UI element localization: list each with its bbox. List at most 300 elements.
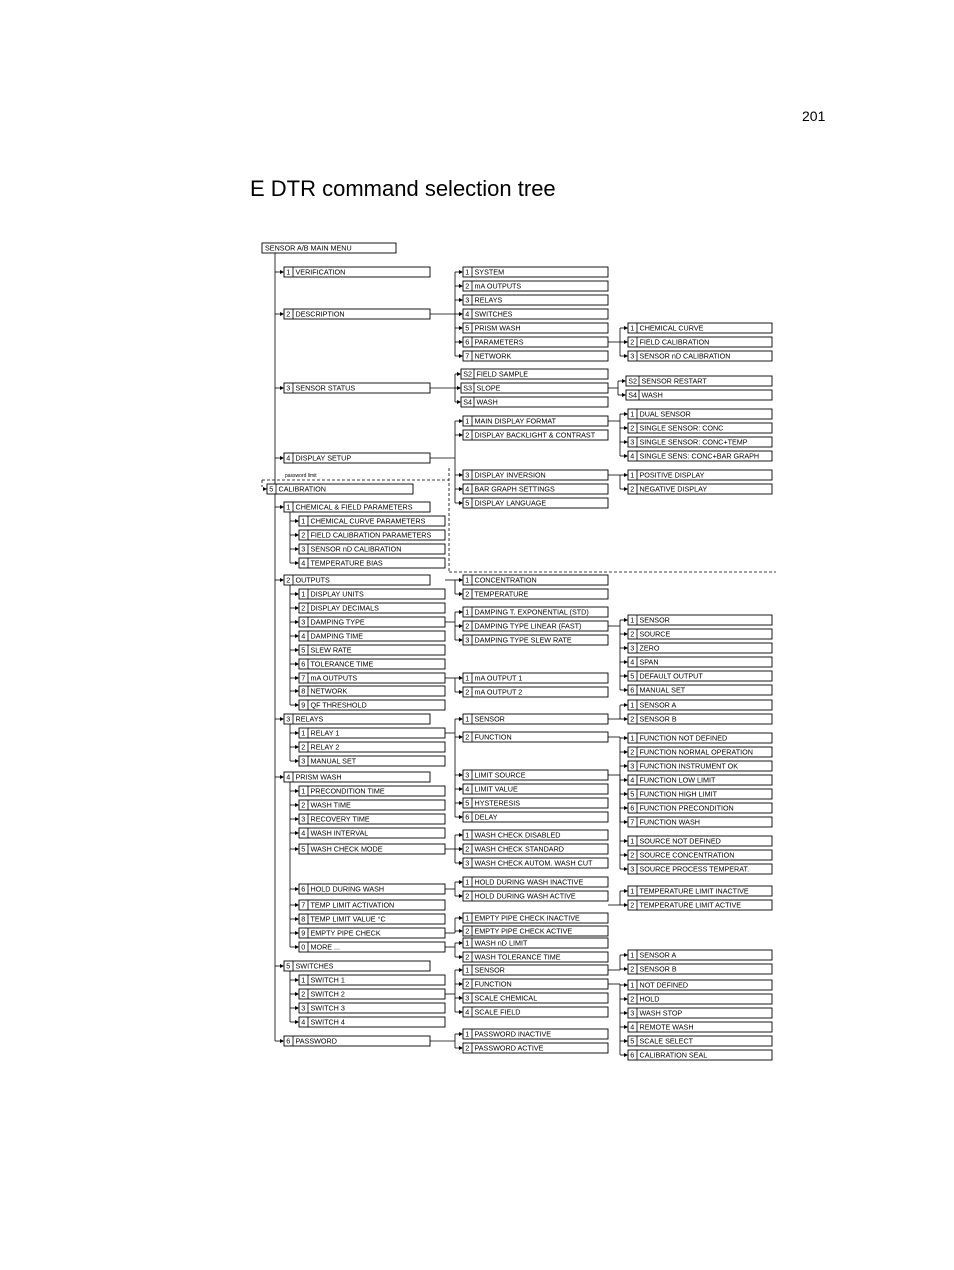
tree-node-label: PASSWORD ACTIVE bbox=[474, 1043, 544, 1053]
tree-node-number: 1 bbox=[630, 323, 635, 333]
tree-node-label: SOURCE CONCENTRATION bbox=[639, 850, 735, 860]
tree-node-label: BAR GRAPH SETTINGS bbox=[474, 484, 555, 494]
tree-node-label: FIELD CALIBRATION bbox=[639, 337, 710, 347]
tree-node-label: FUNCTION HIGH LIMIT bbox=[639, 789, 717, 799]
tree-arrow bbox=[295, 931, 299, 935]
tree-node-label: HOLD DURING WASH bbox=[310, 884, 385, 894]
tree-node-number: 3 bbox=[630, 437, 635, 447]
tree-node-label: SCALE SELECT bbox=[639, 1036, 694, 1046]
tree-root-label: SENSOR A/B MAIN MENU bbox=[265, 243, 352, 253]
tree-arrow bbox=[624, 903, 628, 907]
tree-node-number: 7 bbox=[465, 351, 470, 361]
tree-node-number: 3 bbox=[630, 351, 635, 361]
tree-arrow bbox=[624, 674, 628, 678]
tree-node bbox=[295, 516, 445, 526]
tree-node bbox=[624, 994, 772, 1004]
tree-node bbox=[624, 817, 772, 827]
tree-node-number: 6 bbox=[630, 803, 635, 813]
tree-node-number: 2 bbox=[630, 714, 635, 724]
tree-node bbox=[280, 575, 430, 585]
tree-node bbox=[295, 728, 445, 738]
tree-arrow bbox=[280, 312, 284, 316]
tree-node bbox=[624, 437, 772, 447]
tree-arrow bbox=[624, 953, 628, 957]
tree-node bbox=[295, 800, 445, 810]
tree-node bbox=[295, 544, 445, 554]
tree-node bbox=[280, 772, 430, 782]
tree-arrow bbox=[624, 792, 628, 796]
tree-node-label: EMPTY PIPE CHECK ACTIVE bbox=[474, 926, 573, 936]
tree-arrow bbox=[624, 412, 628, 416]
tree-node bbox=[459, 812, 608, 822]
tree-arrow bbox=[624, 983, 628, 987]
tree-node-number: 2 bbox=[301, 742, 306, 752]
tree-node-label: DESCRIPTION bbox=[295, 309, 345, 319]
tree-arrow bbox=[622, 393, 626, 397]
tree-node-number: 2 bbox=[630, 629, 635, 639]
tree-node bbox=[295, 786, 445, 796]
tree-arrow bbox=[295, 519, 299, 523]
tree-node-number: 5 bbox=[630, 1036, 635, 1046]
tree-node bbox=[295, 1017, 445, 1027]
tree-node bbox=[624, 900, 772, 910]
tree-node bbox=[459, 267, 608, 277]
tree-arrow bbox=[459, 690, 463, 694]
tree-node-number: 5 bbox=[286, 961, 291, 971]
tree-arrow bbox=[624, 1039, 628, 1043]
tree-node-number: 2 bbox=[630, 747, 635, 757]
tree-node-number: 4 bbox=[286, 453, 291, 463]
tree-node bbox=[295, 989, 445, 999]
tree-node bbox=[624, 451, 772, 461]
tree-node-label: SINGLE SENSOR: CONC bbox=[639, 423, 724, 433]
tree-arrow bbox=[457, 400, 461, 404]
tree-node bbox=[459, 351, 608, 361]
tree-node bbox=[459, 798, 608, 808]
tree-arrow bbox=[295, 887, 299, 891]
tree-node bbox=[624, 1050, 772, 1060]
tree-node-number: 7 bbox=[301, 900, 306, 910]
tree-node-label: mA OUTPUTS bbox=[310, 673, 358, 683]
tree-node-number: 3 bbox=[301, 756, 306, 766]
tree-node-number: 6 bbox=[301, 884, 306, 894]
tree-node-number: 1 bbox=[630, 836, 635, 846]
tree-node-label: POSITIVE DISPLAY bbox=[639, 470, 705, 480]
tree-arrow bbox=[624, 778, 628, 782]
tree-node bbox=[622, 390, 772, 400]
tree-node-label: SLEW RATE bbox=[310, 645, 352, 655]
tree-node-label: TEMP LIMIT VALUE °C bbox=[310, 914, 386, 924]
tree-arrow bbox=[459, 592, 463, 596]
tree-arrow bbox=[280, 578, 284, 582]
tree-node bbox=[624, 714, 772, 724]
tree-node bbox=[624, 423, 772, 433]
tree-node bbox=[624, 337, 772, 347]
tree-node bbox=[459, 1043, 608, 1053]
tree-arrow bbox=[624, 997, 628, 1001]
tree-node bbox=[457, 369, 608, 379]
tree-arrow bbox=[295, 731, 299, 735]
tree-node-number: 1 bbox=[630, 470, 635, 480]
tree-node-label: MANUAL SET bbox=[639, 685, 686, 695]
tree-node bbox=[624, 747, 772, 757]
tree-node-label: FUNCTION INSTRUMENT OK bbox=[639, 761, 738, 771]
tree-node bbox=[459, 830, 608, 840]
tree-node-label: WASH bbox=[476, 397, 498, 407]
tree-arrow bbox=[295, 620, 299, 624]
tree-node-number: 3 bbox=[301, 814, 306, 824]
tree-node-label: TEMPERATURE LIMIT INACTIVE bbox=[639, 886, 749, 896]
tree-node-number: 5 bbox=[465, 498, 470, 508]
tree-node-number: 2 bbox=[465, 844, 470, 854]
tree-node-number: 2 bbox=[465, 430, 470, 440]
tree-arrow bbox=[459, 735, 463, 739]
tree-node-label: DAMPING TYPE SLEW RATE bbox=[474, 635, 572, 645]
tree-node-number: 1 bbox=[465, 938, 470, 948]
tree-node-number: 1 bbox=[301, 516, 306, 526]
tree-arrow bbox=[459, 982, 463, 986]
tree-node bbox=[624, 775, 772, 785]
tree-node bbox=[459, 952, 608, 962]
tree-node-label: TEMPERATURE bbox=[474, 589, 529, 599]
tree-node-label: DISPLAY DECIMALS bbox=[310, 603, 379, 613]
tree-node bbox=[459, 770, 608, 780]
tree-node-number: 5 bbox=[465, 798, 470, 808]
tree-node-label: WASH STOP bbox=[639, 1008, 683, 1018]
tree-node-number: 2 bbox=[465, 281, 470, 291]
tree-node bbox=[295, 645, 445, 655]
tree-node-number: 1 bbox=[465, 416, 470, 426]
tree-node-label: SWITCH 2 bbox=[310, 989, 345, 999]
tree-node bbox=[459, 498, 608, 508]
tree-node-label: PRISM WASH bbox=[474, 323, 521, 333]
tree-node bbox=[295, 975, 445, 985]
tree-node-number: 2 bbox=[465, 687, 470, 697]
tree-node bbox=[624, 761, 772, 771]
tree-arrow bbox=[624, 967, 628, 971]
tree-node-number: 4 bbox=[630, 775, 635, 785]
tree-node-number: 2 bbox=[465, 979, 470, 989]
tree-node-label: PRECONDITION TIME bbox=[310, 786, 385, 796]
tree-node bbox=[624, 886, 772, 896]
tree-node-label: SENSOR B bbox=[639, 714, 677, 724]
tree-node-number: 1 bbox=[465, 575, 470, 585]
tree-node-label: SYSTEM bbox=[474, 267, 505, 277]
tree-node bbox=[624, 629, 772, 639]
tree-arrow bbox=[624, 839, 628, 843]
tree-node-number: 6 bbox=[630, 685, 635, 695]
tree-node bbox=[624, 484, 772, 494]
tree-node-number: 3 bbox=[630, 643, 635, 653]
tree-node-number: 9 bbox=[301, 700, 306, 710]
tree-node bbox=[459, 607, 608, 617]
tree-node-number: 6 bbox=[465, 337, 470, 347]
tree-node-label: DUAL SENSOR bbox=[639, 409, 691, 419]
tree-node-number: 2 bbox=[301, 530, 306, 540]
tree-node-number: 1 bbox=[465, 965, 470, 975]
tree-node bbox=[263, 484, 413, 494]
tree-node-label: SPAN bbox=[639, 657, 659, 667]
tree-arrow bbox=[459, 354, 463, 358]
tree-arrow bbox=[624, 646, 628, 650]
tree-arrow bbox=[459, 787, 463, 791]
tree-node-label: WASH nD LIMIT bbox=[474, 938, 528, 948]
tree-arrow bbox=[295, 789, 299, 793]
tree-node-number: 5 bbox=[630, 789, 635, 799]
tree-node-number: 1 bbox=[465, 913, 470, 923]
tree-node-number: 3 bbox=[301, 1003, 306, 1013]
tree-node bbox=[459, 938, 608, 948]
tree-node-label: FUNCTION bbox=[474, 979, 512, 989]
tree-node-number: 2 bbox=[630, 484, 635, 494]
tree-arrow bbox=[295, 592, 299, 596]
tree-node bbox=[624, 657, 772, 667]
tree-node bbox=[457, 383, 608, 393]
tree-arrow bbox=[459, 847, 463, 851]
tree-arrow bbox=[280, 964, 284, 968]
tree-node-label: SENSOR A bbox=[639, 950, 677, 960]
tree-arrow bbox=[624, 750, 628, 754]
tree-node bbox=[459, 309, 608, 319]
tree-node-label: WASH bbox=[641, 390, 663, 400]
tree-node-number: 2 bbox=[465, 621, 470, 631]
tree-arrow bbox=[280, 270, 284, 274]
tree-node-number: 2 bbox=[465, 589, 470, 599]
tree-arrow bbox=[295, 745, 299, 749]
tree-node bbox=[295, 617, 445, 627]
tree-node bbox=[459, 732, 608, 742]
tree-arrow bbox=[624, 1011, 628, 1015]
tree-arrow bbox=[459, 610, 463, 614]
tree-arrow bbox=[295, 903, 299, 907]
tree-node bbox=[295, 942, 445, 952]
tree-node bbox=[622, 376, 772, 386]
tree-node-number: 1 bbox=[465, 1029, 470, 1039]
password-limit-label: password limit bbox=[285, 473, 317, 479]
tree-node-number: 5 bbox=[301, 844, 306, 854]
tree-arrow bbox=[624, 867, 628, 871]
tree-node-label: FUNCTION WASH bbox=[639, 817, 700, 827]
tree-node bbox=[624, 351, 772, 361]
tree-node-label: FUNCTION NOT DEFINED bbox=[639, 733, 728, 743]
tree-arrow bbox=[295, 1006, 299, 1010]
tree-node bbox=[280, 961, 430, 971]
tree-node-number: 6 bbox=[465, 812, 470, 822]
tree-node-number: 7 bbox=[301, 673, 306, 683]
tree-node-number: 1 bbox=[630, 700, 635, 710]
tree-node-label: REMOTE WASH bbox=[639, 1022, 694, 1032]
tree-arrow bbox=[459, 312, 463, 316]
tree-node-label: mA OUTPUT 1 bbox=[474, 673, 523, 683]
page-number: 201 bbox=[802, 108, 826, 124]
tree-arrow bbox=[459, 1046, 463, 1050]
tree-node-number: 1 bbox=[630, 409, 635, 419]
tree-node bbox=[459, 1029, 608, 1039]
tree-node-label: CALIBRATION bbox=[278, 484, 326, 494]
tree-node-label: SOURCE NOT DEFINED bbox=[639, 836, 721, 846]
tree-arrow bbox=[459, 676, 463, 680]
tree-arrow bbox=[624, 703, 628, 707]
tree-node-number: 1 bbox=[465, 714, 470, 724]
tree-node-number: 4 bbox=[630, 451, 635, 461]
tree-node-label: EMPTY PIPE CHECK bbox=[310, 928, 381, 938]
tree-node bbox=[459, 891, 608, 901]
tree-arrow bbox=[295, 689, 299, 693]
tree-node bbox=[459, 430, 608, 440]
tree-node bbox=[624, 685, 772, 695]
tree-node-number: 1 bbox=[630, 980, 635, 990]
tree-node-label: LIMIT VALUE bbox=[474, 784, 518, 794]
tree-node bbox=[295, 884, 445, 894]
tree-node bbox=[459, 416, 608, 426]
tree-node-label: DEFAULT OUTPUT bbox=[639, 671, 703, 681]
tree-arrow bbox=[459, 501, 463, 505]
tree-node-number: 4 bbox=[465, 309, 470, 319]
tree-node bbox=[459, 589, 608, 599]
tree-node bbox=[459, 635, 608, 645]
tree-arrow bbox=[295, 817, 299, 821]
tree-node bbox=[459, 714, 608, 724]
tree-arrow bbox=[295, 648, 299, 652]
tree-node bbox=[459, 965, 608, 975]
tree-node-label: FUNCTION bbox=[474, 732, 512, 742]
tree-node-label: mA OUTPUTS bbox=[474, 281, 522, 291]
tree-arrow bbox=[295, 945, 299, 949]
tree-node-number: 2 bbox=[630, 994, 635, 1004]
tree-node-number: 2 bbox=[465, 926, 470, 936]
tree-node-label: SENSOR bbox=[639, 615, 670, 625]
tree-node bbox=[624, 980, 772, 990]
tree-arrow bbox=[624, 717, 628, 721]
tree-node bbox=[295, 603, 445, 613]
tree-node bbox=[624, 1008, 772, 1018]
tree-arrow bbox=[624, 736, 628, 740]
tree-node-number: 4 bbox=[465, 484, 470, 494]
tree-node bbox=[459, 575, 608, 585]
tree-node bbox=[624, 836, 772, 846]
tree-arrow bbox=[295, 662, 299, 666]
tree-node-number: 3 bbox=[465, 470, 470, 480]
tree-node-number: 2 bbox=[301, 603, 306, 613]
tree-node-number: 3 bbox=[465, 993, 470, 1003]
tree-node-label: RELAYS bbox=[295, 714, 324, 724]
tree-node-number: 1 bbox=[301, 728, 306, 738]
tree-node-number: 4 bbox=[465, 784, 470, 794]
tree-node-label: DISPLAY INVERSION bbox=[474, 470, 546, 480]
tree-node bbox=[624, 789, 772, 799]
tree-arrow bbox=[295, 992, 299, 996]
tree-node-label: HYSTERESIS bbox=[474, 798, 521, 808]
tree-node-label: DAMPING T. EXPONENTIAL (STD) bbox=[474, 607, 589, 617]
tree-node-label: WASH TIME bbox=[310, 800, 351, 810]
tree-node bbox=[459, 858, 608, 868]
tree-arrow bbox=[459, 473, 463, 477]
tree-node-label: NETWORK bbox=[474, 351, 512, 361]
tree-node-number: 1 bbox=[630, 615, 635, 625]
tree-node bbox=[295, 928, 445, 938]
tree-node-number: 2 bbox=[465, 1043, 470, 1053]
tree-node-label: MAIN DISPLAY FORMAT bbox=[474, 416, 556, 426]
tree-node-number: 3 bbox=[630, 761, 635, 771]
tree-node bbox=[295, 686, 445, 696]
tree-node-label: WASH CHECK DISABLED bbox=[474, 830, 561, 840]
tree-node-number: 1 bbox=[301, 786, 306, 796]
tree-arrow bbox=[459, 433, 463, 437]
tree-node-label: RELAY 1 bbox=[310, 728, 340, 738]
tree-arrow bbox=[624, 632, 628, 636]
tree-node-number: 1 bbox=[630, 950, 635, 960]
tree-node bbox=[459, 484, 608, 494]
tree-arrow bbox=[295, 803, 299, 807]
tree-node-number: 2 bbox=[465, 891, 470, 901]
tree-node-label: DAMPING TYPE bbox=[310, 617, 365, 627]
tree-node-label: mA OUTPUT 2 bbox=[474, 687, 523, 697]
tree-arrow bbox=[295, 606, 299, 610]
tree-node-label: FUNCTION LOW LIMIT bbox=[639, 775, 716, 785]
tree-node-label: HOLD bbox=[639, 994, 660, 1004]
tree-node-label: SENSOR nD CALIBRATION bbox=[310, 544, 402, 554]
tree-node bbox=[295, 742, 445, 752]
tree-node-label: WASH CHECK AUTOM. WASH CUT bbox=[474, 858, 593, 868]
tree-arrow bbox=[295, 703, 299, 707]
tree-node bbox=[624, 964, 772, 974]
tree-node-number: 3 bbox=[465, 770, 470, 780]
tree-node bbox=[459, 687, 608, 697]
tree-node bbox=[280, 1036, 430, 1046]
tree-node-label: ZERO bbox=[639, 643, 660, 653]
tree-node bbox=[624, 671, 772, 681]
tree-node-label: SCALE CHEMICAL bbox=[474, 993, 538, 1003]
tree-node-label: MANUAL SET bbox=[310, 756, 357, 766]
tree-arrow bbox=[624, 618, 628, 622]
tree-node bbox=[624, 864, 772, 874]
tree-node-label: SWITCHES bbox=[295, 961, 334, 971]
tree-arrow bbox=[459, 419, 463, 423]
tree-arrow bbox=[459, 815, 463, 819]
tree-arrow bbox=[624, 340, 628, 344]
tree-node-label: CONCENTRATION bbox=[474, 575, 537, 585]
tree-arrow bbox=[295, 847, 299, 851]
tree-node bbox=[624, 733, 772, 743]
tree-node bbox=[624, 700, 772, 710]
tree-arrow bbox=[624, 426, 628, 430]
tree-arrow bbox=[459, 487, 463, 491]
tree-node bbox=[295, 631, 445, 641]
tree-node-number: 1 bbox=[465, 877, 470, 887]
tree-arrow bbox=[295, 547, 299, 551]
tree-node-number: 2 bbox=[301, 800, 306, 810]
tree-node-label: TEMPERATURE BIAS bbox=[310, 558, 383, 568]
tree-node bbox=[280, 502, 430, 512]
tree-node-label: SINGLE SENSOR: CONC+TEMP bbox=[639, 437, 748, 447]
tree-node-label: SENSOR bbox=[474, 714, 505, 724]
tree-node bbox=[459, 844, 608, 854]
tree-arrow bbox=[295, 533, 299, 537]
tree-node-number: 8 bbox=[301, 686, 306, 696]
tree-node-number: 1 bbox=[465, 607, 470, 617]
tree-arrow bbox=[624, 889, 628, 893]
tree-node bbox=[624, 615, 772, 625]
tree-node-number: 1 bbox=[630, 886, 635, 896]
tree-node bbox=[295, 844, 445, 854]
tree-node-label: FIELD SAMPLE bbox=[476, 369, 529, 379]
tree-node-number: 2 bbox=[630, 337, 635, 347]
tree-node-label: HOLD DURING WASH ACTIVE bbox=[474, 891, 576, 901]
tree-arrow bbox=[459, 894, 463, 898]
tree-node bbox=[459, 673, 608, 683]
tree-node-number: 2 bbox=[286, 309, 291, 319]
tree-node-label: CHEMICAL CURVE PARAMETERS bbox=[310, 516, 426, 526]
